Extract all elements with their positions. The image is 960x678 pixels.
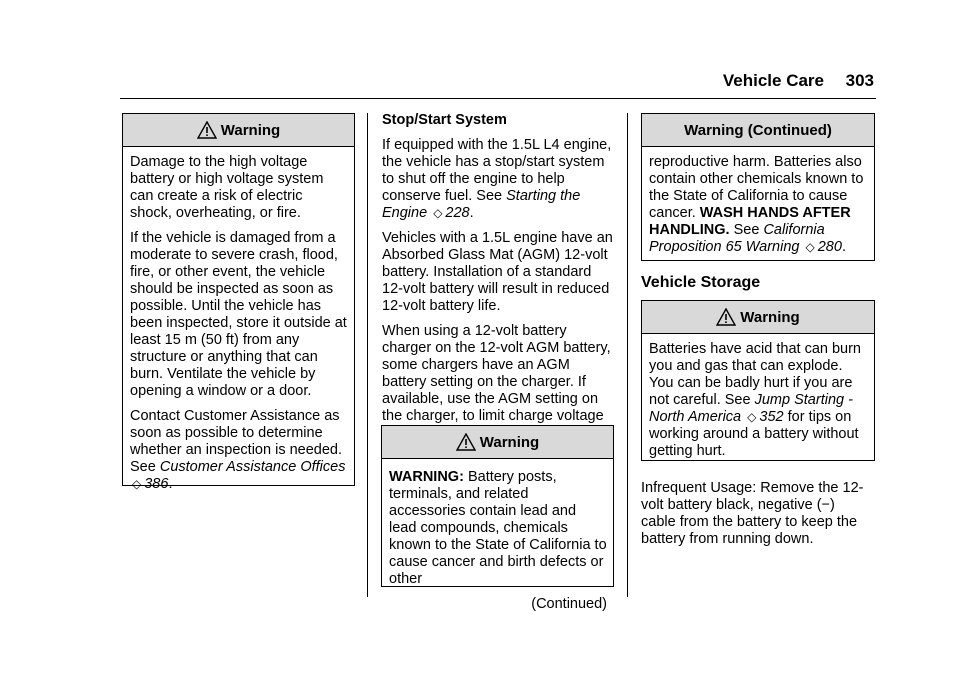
paragraph: When using a 12-volt battery charger on the 12-volt AGM battery, some chargers have an AGM battery setting on the charger. If available, use the AGM setting on the charger, to limit charge voltage xyxy=(382,323,611,424)
warning-triangle-icon xyxy=(456,433,476,451)
warning-heading: Warning xyxy=(740,308,800,326)
column-divider xyxy=(367,113,368,597)
header-rule xyxy=(120,98,876,99)
page-ref-icon: ◇ xyxy=(747,410,757,424)
page-number: 303 xyxy=(845,71,874,90)
column-divider xyxy=(627,113,628,597)
bold-instruction: WASH HANDS AFTER HANDLING. xyxy=(649,205,851,238)
warning-triangle-icon xyxy=(197,121,217,139)
warning-header xyxy=(382,426,613,459)
warning-heading: Warning xyxy=(220,121,281,139)
section-heading xyxy=(641,274,875,292)
cross-reference-link[interactable]: Customer Assistance Offices xyxy=(159,459,346,475)
warning-body xyxy=(642,334,874,464)
page-ref-number[interactable]: 386 xyxy=(144,476,169,492)
battery-lead-warning-box xyxy=(381,425,614,612)
subheading: Stop/Start System xyxy=(382,112,507,128)
warning-triangle-icon xyxy=(716,308,736,326)
warning-header xyxy=(642,114,874,147)
page-ref-number[interactable]: 280 xyxy=(817,239,842,255)
warning-paragraph: If the vehicle is damaged from a moderate to severe crash, flood, fire, or other event, the vehicle should be inspected as soon as possible. Until the vehicle has been inspected, store it outside at least 15 m (50 ft) from any structure or anything that can burn. Ventilate the vehicle by opening a window or a door. xyxy=(130,230,347,399)
warning-paragraph: WARNING: Battery posts, terminals, and related accessories contain lead and lead compounds, chemicals known to the State of California to cause cancer and birth defects or other xyxy=(389,469,607,587)
page-ref-icon: ◇ xyxy=(433,206,443,220)
left-warning-box xyxy=(122,113,355,492)
page-ref-icon: ◇ xyxy=(805,240,815,254)
page-header xyxy=(0,70,960,100)
page-ref-icon: ◇ xyxy=(132,477,142,491)
warning-body xyxy=(382,459,613,617)
warning-label: WARNING: xyxy=(389,469,464,485)
cross-reference-link[interactable]: Starting the Engine xyxy=(382,188,581,221)
cross-reference-link[interactable]: California Proposition 65 Warning xyxy=(649,222,825,255)
paragraph: Vehicles with a 1.5L engine have an Absorbed Glass Mat (AGM) 12-volt battery. Installation of a standard 12-volt battery will result in reduced 12-volt battery life. xyxy=(382,230,613,314)
page-ref-number[interactable]: 228 xyxy=(445,205,470,221)
warning-heading: Warning xyxy=(479,433,540,451)
warning-body xyxy=(642,147,874,260)
paragraph: If equipped with the 1.5L L4 engine, the vehicle has a stop/start system to shut off the engine to help conserve fuel. See Starting the Engine ◇ 228. xyxy=(382,137,612,221)
continued-warning-box xyxy=(641,113,875,261)
acid-warning-box xyxy=(641,300,875,461)
page-title: Vehicle Care xyxy=(722,71,824,90)
right-column-text xyxy=(641,480,867,556)
cross-reference-link[interactable]: Jump Starting - North America xyxy=(649,392,853,425)
continued-label: (Continued) xyxy=(531,596,607,612)
warning-header xyxy=(642,301,874,334)
warning-paragraph: reproductive harm. Batteries also contain other chemicals known to the State of California to cause cancer. WASH HANDS AFTER HANDLING. See California Proposition 65 Warning ◇ 280. xyxy=(649,154,864,255)
warning-paragraph: Contact Customer Assistance as soon as possible to determine whether an inspection is needed. See Customer Assistance Offices ◇ 386. xyxy=(130,408,346,492)
middle-column xyxy=(382,112,614,450)
paragraph: Infrequent Usage: Remove the 12-volt battery black, negative (−) cable from the battery to keep the battery from running down. xyxy=(641,480,864,547)
warning-header xyxy=(123,114,354,147)
warning-paragraph: Damage to the high voltage battery or high voltage system can create a risk of electric shock, overheating, or fire. xyxy=(130,154,324,221)
warning-paragraph: Batteries have acid that can burn you and gas that can explode. You can be badly hurt if you are not careful. See Jump Starting - North America ◇ 352 for tips on working around a battery without getting hurt. xyxy=(649,341,861,459)
warning-body xyxy=(123,147,354,497)
warning-heading: Warning (Continued) xyxy=(684,121,832,139)
vehicle-storage-heading: Vehicle Storage xyxy=(641,274,761,291)
page-ref-number[interactable]: 352 xyxy=(759,409,784,425)
